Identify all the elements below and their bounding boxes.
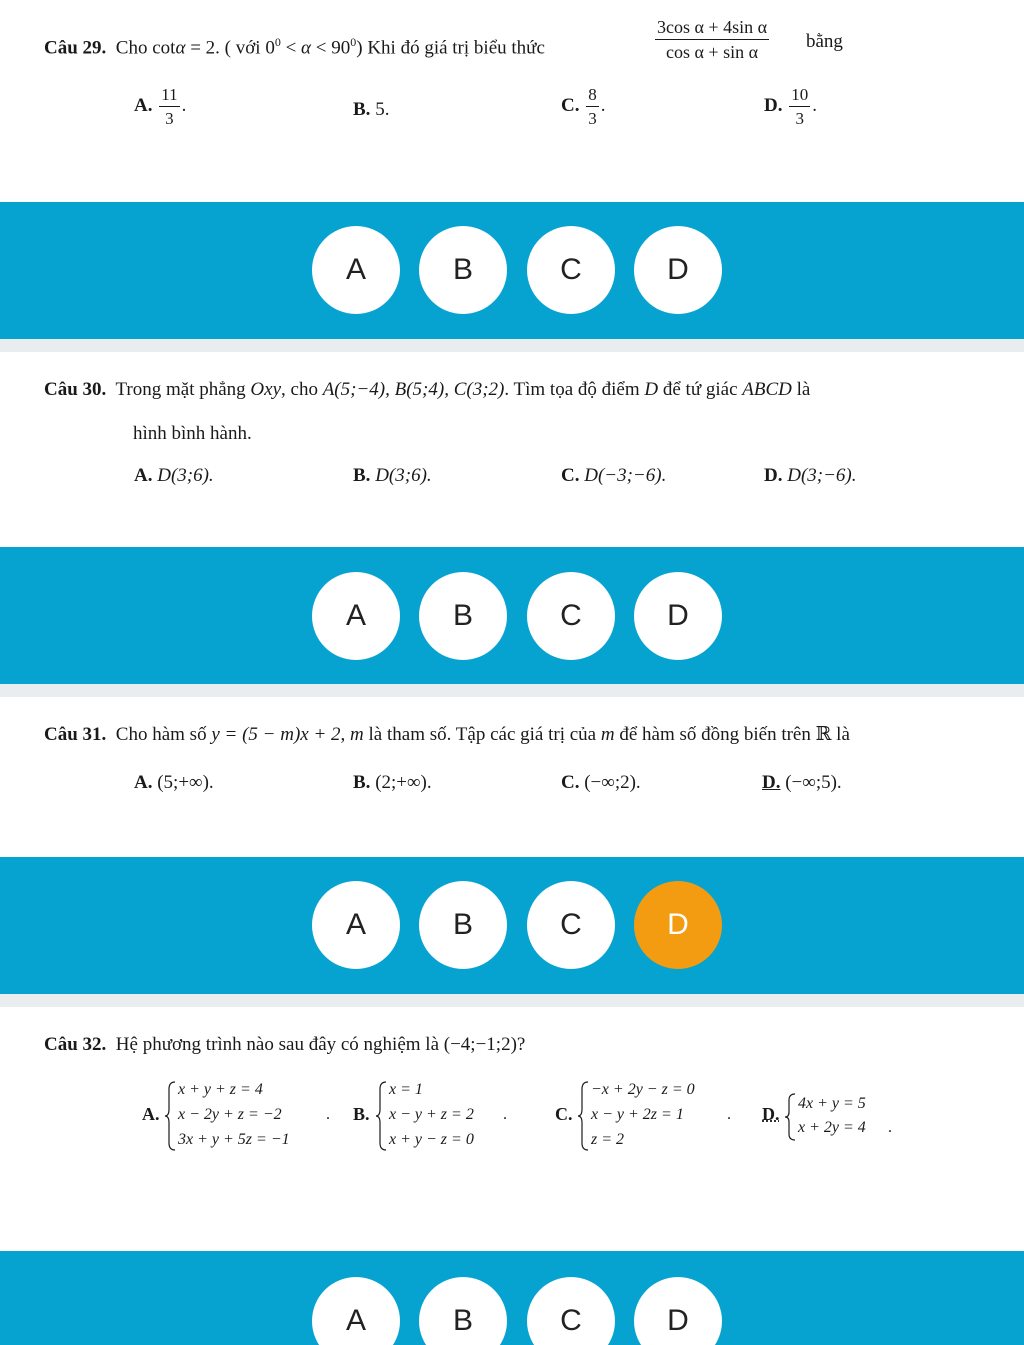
q29-answer-b[interactable]: B: [419, 226, 507, 314]
q29-eq2: = 2.: [190, 37, 220, 59]
q30-answer-a[interactable]: A: [312, 572, 400, 660]
q32-option-a-eq-3: 3x + y + 5z = −1: [178, 1131, 290, 1148]
q29-option-b: [353, 98, 389, 122]
q29-option-c-label: C.: [561, 94, 580, 116]
q30-option-d-text: D(3;−6).: [787, 465, 857, 486]
q29-numerator: 3cos α + 4sin α: [655, 18, 769, 40]
q29-option-a-tail: .: [181, 94, 187, 116]
q31-option-c-label: C.: [561, 772, 580, 793]
q30-text-3: để tứ giác: [662, 379, 738, 400]
q30-cho: , cho: [281, 379, 318, 400]
q31-text-1: Cho hàm số: [115, 724, 207, 745]
q32-answer-bar: [0, 1251, 1024, 1345]
q32-solution: (−4;−1;2): [443, 1034, 517, 1055]
q31-function: y = (5 − m)x + 2: [211, 724, 341, 745]
question-30: [0, 352, 1024, 547]
q31-answer-bar: [0, 857, 1024, 994]
q29-option-c: [561, 86, 605, 127]
q32-option-b: [353, 1079, 533, 1151]
q29-option-d-den: 3: [795, 109, 804, 128]
q29-fraction: [655, 18, 769, 61]
q30-option-a-label: A.: [134, 465, 153, 486]
q31-answer-c[interactable]: C: [527, 881, 615, 969]
q29-option-d-label: D.: [764, 94, 783, 116]
q32-answer-a[interactable]: A: [312, 1277, 400, 1345]
q31-text-2: là tham số. Tập các giá trị của: [368, 724, 597, 745]
q30-answer-bar: [0, 547, 1024, 684]
q29-text-4: bằng: [806, 31, 843, 52]
q29-expression: [653, 18, 771, 61]
q29-alpha-2: α: [301, 37, 312, 59]
q32-option-b-eq-3: x + y − z = 0: [389, 1131, 474, 1148]
q29-answer-bar: [0, 202, 1024, 339]
q30-option-c-label: C.: [561, 465, 580, 486]
q31-option-d: [762, 771, 842, 795]
q30-option-d-label: D.: [764, 465, 783, 486]
q29-stem: [44, 30, 545, 60]
q29-option-d-num: 10: [789, 86, 810, 107]
q29-bang: [806, 30, 843, 54]
q30-la: là: [796, 379, 811, 400]
q30-points: A(5;−4), B(5;4), C(3;2): [322, 379, 505, 400]
q29-answer-d[interactable]: D: [634, 226, 722, 314]
question-29: [0, 0, 1024, 202]
q30-option-b-text: D(3;6).: [375, 465, 432, 486]
separator-2: [0, 684, 1024, 697]
q32-option-c-label: C.: [555, 1104, 573, 1124]
q30-option-a: [134, 464, 214, 488]
q29-label: Câu 29.: [44, 37, 107, 59]
q32-answer-d[interactable]: D: [634, 1277, 722, 1345]
q29-answer-a[interactable]: A: [312, 226, 400, 314]
q30-text-1: Trong mặt phẳng: [115, 379, 246, 400]
question-31: [0, 697, 1024, 857]
q32-option-c: [555, 1079, 750, 1151]
q29-option-d: [764, 86, 817, 127]
question-32: [0, 1007, 1024, 1251]
q29-cot: cot: [152, 37, 176, 59]
separator-1: [0, 339, 1024, 352]
q30-label: Câu 30.: [44, 379, 107, 400]
q32-option-b-label: B.: [353, 1104, 370, 1124]
q29-text-2: ( với: [224, 37, 261, 59]
q31-real-set: ℝ: [815, 724, 832, 745]
q29-zero: 0: [265, 37, 275, 59]
q30-answer-d[interactable]: D: [634, 572, 722, 660]
q29-option-b-label: B.: [353, 99, 371, 120]
q31-option-a: [134, 771, 214, 795]
q29-option-c-den: 3: [588, 109, 597, 128]
q32-text-1: Hệ phương trình nào sau đây có nghiệm là: [115, 1034, 440, 1055]
q29-option-a: [134, 86, 186, 127]
q31-text-3: để hàm số đồng biến trên: [619, 724, 811, 745]
q30-text-4: hình bình hành.: [133, 423, 252, 444]
q32-question-mark: ?: [516, 1034, 526, 1055]
q31-option-a-label: A.: [134, 772, 153, 793]
q29-denominator: cos α + sin α: [666, 42, 759, 62]
q31-label: Câu 31.: [44, 724, 107, 745]
q29-deg-1: 0: [274, 35, 281, 49]
q29-alpha: α: [175, 37, 186, 59]
q29-option-c-tail: .: [600, 94, 606, 116]
q32-option-d-brace: [784, 1093, 796, 1141]
q32-option-c-tail: .: [727, 1106, 731, 1123]
q30-text-2: . Tìm tọa độ điểm: [504, 379, 640, 400]
q32-option-c-eq-2: x − y + 2z = 1: [591, 1106, 684, 1123]
q29-option-d-frac: [789, 86, 810, 127]
q29-deg-2: 0: [350, 35, 357, 49]
q29-option-b-text: 5: [375, 99, 385, 120]
q30-option-b: [353, 464, 432, 488]
q29-option-c-frac: [586, 86, 599, 127]
q30-option-d: [764, 464, 857, 488]
q32-option-b-tail: .: [503, 1106, 507, 1123]
q30-answer-b[interactable]: B: [419, 572, 507, 660]
q30-point-d: D: [644, 379, 659, 400]
q31-answer-a[interactable]: A: [312, 881, 400, 969]
q30-option-a-text: D(3;6).: [157, 465, 214, 486]
q30-option-c-text: D(−3;−6).: [584, 465, 667, 486]
q32-option-c-eq-3: z = 2: [591, 1131, 625, 1148]
q32-option-d-eq-2: x + 2y = 4: [798, 1119, 866, 1136]
q29-option-a-frac: [159, 86, 179, 127]
q32-option-d-eq-1: 4x + y = 5: [798, 1095, 866, 1112]
q32-option-d: [762, 1091, 912, 1141]
q29-option-a-num: 11: [159, 86, 179, 107]
q30-stem-line-2: [133, 422, 252, 446]
q29-ninety: 90: [331, 37, 351, 59]
q31-answer-d-selected[interactable]: D: [634, 881, 722, 969]
q29-lt-1: <: [285, 37, 297, 59]
q29-close: ): [356, 37, 363, 59]
q32-option-c-brace: [577, 1081, 589, 1151]
q31-option-b-label: B.: [353, 772, 371, 793]
q31-option-d-label: D.: [762, 772, 781, 793]
q32-option-a-eq-2: x − 2y + z = −2: [178, 1106, 282, 1123]
q31-text-4: là: [836, 724, 850, 745]
q30-abcd: ABCD: [742, 379, 792, 400]
q32-option-a-eq-1: x + y + z = 4: [178, 1081, 263, 1098]
q29-lt-2: <: [315, 37, 327, 59]
q29-answer-c[interactable]: C: [527, 226, 615, 314]
q29-option-a-label: A.: [134, 94, 153, 116]
q31-option-a-text: (5;+∞).: [157, 772, 214, 793]
q31-option-c-text: (−∞;2).: [584, 772, 641, 793]
q31-comma: ,: [340, 724, 346, 745]
q29-text-1: Cho: [115, 37, 148, 59]
q32-option-d-label: D.: [762, 1104, 780, 1124]
q32-option-a-brace: [164, 1081, 176, 1151]
q30-oxy: Oxy: [250, 379, 282, 400]
q29-option-a-den: 3: [165, 109, 174, 128]
q31-option-c: [561, 771, 641, 795]
q30-stem-line-1: [44, 378, 810, 402]
q31-option-b-text: (2;+∞).: [375, 772, 432, 793]
q32-label: Câu 32.: [44, 1034, 107, 1055]
q30-option-c: [561, 464, 666, 488]
q32-option-b-brace: [375, 1081, 387, 1151]
q32-option-c-eq-1: −x + 2y − z = 0: [591, 1081, 695, 1098]
q32-option-a-label: A.: [142, 1104, 160, 1124]
q32-option-b-eq-2: x − y + z = 2: [389, 1106, 474, 1123]
q32-option-d-tail: .: [888, 1119, 892, 1136]
separator-3: [0, 994, 1024, 1007]
q32-answer-c[interactable]: C: [527, 1277, 615, 1345]
q32-option-a-tail: .: [326, 1106, 330, 1123]
q30-option-b-label: B.: [353, 465, 371, 486]
q29-option-c-num: 8: [586, 86, 599, 107]
q29-option-b-tail: .: [384, 99, 390, 120]
q29-text-3: Khi đó giá trị biểu thức: [367, 37, 545, 59]
q31-stem: [44, 723, 850, 747]
q32-option-a: [142, 1079, 342, 1151]
q30-answer-c[interactable]: C: [527, 572, 615, 660]
q31-option-b: [353, 771, 432, 795]
q31-answer-b[interactable]: B: [419, 881, 507, 969]
q32-stem: [44, 1033, 525, 1057]
q29-option-d-tail: .: [812, 94, 817, 116]
q32-option-b-eq-1: x = 1: [389, 1081, 423, 1098]
q31-m-2: m: [600, 724, 615, 745]
q32-answer-b[interactable]: B: [419, 1277, 507, 1345]
q31-option-d-text: (−∞;5).: [785, 772, 842, 793]
q31-m: m: [350, 724, 364, 745]
